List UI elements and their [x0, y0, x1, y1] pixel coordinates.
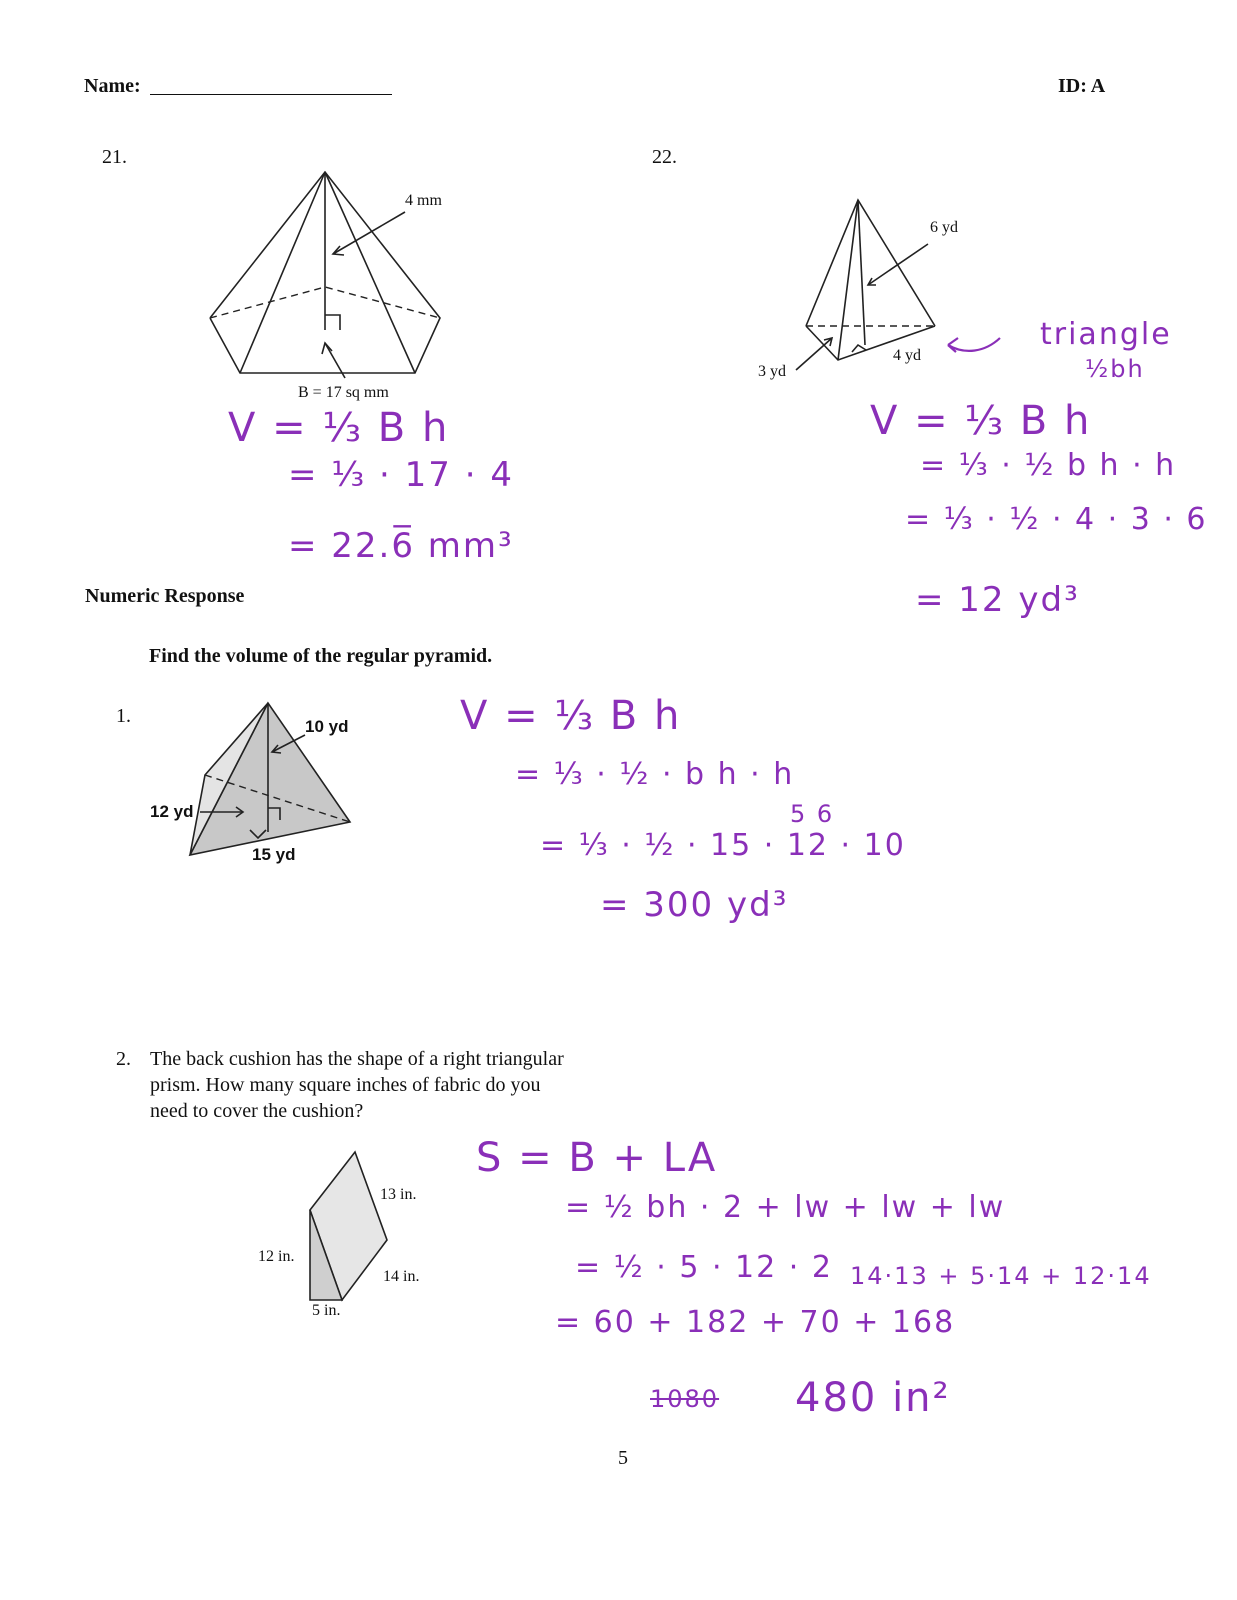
work-22-line4: = 12 yd³: [915, 580, 1080, 620]
work-2-line4: = 60 + 182 + 70 + 168: [555, 1305, 956, 1340]
work-1-line3: = ⅓ · ½ · 15 · 12 · 10: [540, 828, 906, 863]
triangular-pyramid-22-figure: [796, 200, 935, 370]
work-1-line1: V = ⅓ B h: [460, 693, 682, 739]
name-label: Name:: [84, 75, 141, 97]
work-1-line3-marks: 5 6: [790, 800, 835, 828]
height-label-22: 6 yd: [930, 219, 958, 236]
work-22-note-formula: ½bh: [1085, 355, 1145, 383]
work-21-line2: = ⅓ · 17 · 4: [288, 455, 514, 495]
side-label-22-4yd: 4 yd: [893, 347, 921, 364]
slant-height-label-21: 4 mm: [405, 192, 442, 209]
work-2-answer: 480 in²: [795, 1375, 951, 1421]
base-area-label-21: B = 17 sq mm: [298, 384, 389, 401]
prism-label-14: 14 in.: [383, 1268, 420, 1285]
work-2-line3b: 14·13 + 5·14 + 12·14: [850, 1262, 1152, 1290]
work-1-line2: = ⅓ · ½ · b h · h: [515, 757, 795, 792]
side-label-1-15yd: 15 yd: [252, 845, 296, 864]
problem-2-text-line2: prism. How many square inches of fabric do you: [150, 1074, 541, 1096]
prism-label-13: 13 in.: [380, 1186, 417, 1203]
side-label-22-3yd: 3 yd: [758, 363, 786, 380]
prism-label-12: 12 in.: [258, 1248, 295, 1265]
section-title: Numeric Response: [85, 585, 245, 607]
side-label-1-12yd: 12 yd: [150, 802, 194, 821]
work-21-line1: V = ⅓ B h: [228, 405, 450, 451]
prism-label-5: 5 in.: [312, 1302, 341, 1319]
height-label-1: 10 yd: [305, 717, 349, 736]
page-number: 5: [618, 1447, 628, 1469]
problem-2-text-line1: The back cushion has the shape of a right triangular: [150, 1048, 564, 1070]
problem-2-text-line3: need to cover the cushion?: [150, 1100, 364, 1122]
work-21-line3: = 22.6̅ mm³: [288, 526, 514, 566]
work-2-line1: S = B + LA: [476, 1135, 718, 1181]
work-2-line2: = ½ bh · 2 + lw + lw + lw: [565, 1190, 1006, 1225]
problem-2-number: 2.: [116, 1048, 131, 1070]
work-1-line4: = 300 yd³: [600, 885, 789, 925]
id-label: ID: A: [1058, 75, 1106, 97]
problem-22-number: 22.: [652, 146, 677, 168]
problem-1-number: 1.: [116, 705, 131, 727]
work-22-line2: = ⅓ · ½ b h · h: [920, 448, 1177, 483]
triangular-prism-figure: [310, 1152, 387, 1300]
work-22-line1: V = ⅓ B h: [870, 398, 1092, 444]
problem-21-number: 21.: [102, 146, 127, 168]
work-2-crossed: 1080: [650, 1385, 720, 1413]
handwritten-marks: [948, 338, 1000, 352]
work-22-note-triangle: triangle: [1040, 317, 1172, 352]
work-22-line3: = ⅓ · ½ · 4 · 3 · 6: [905, 502, 1208, 537]
section-instruction: Find the volume of the regular pyramid.: [149, 645, 493, 667]
work-2-line3a: = ½ · 5 · 12 · 2: [575, 1250, 833, 1285]
